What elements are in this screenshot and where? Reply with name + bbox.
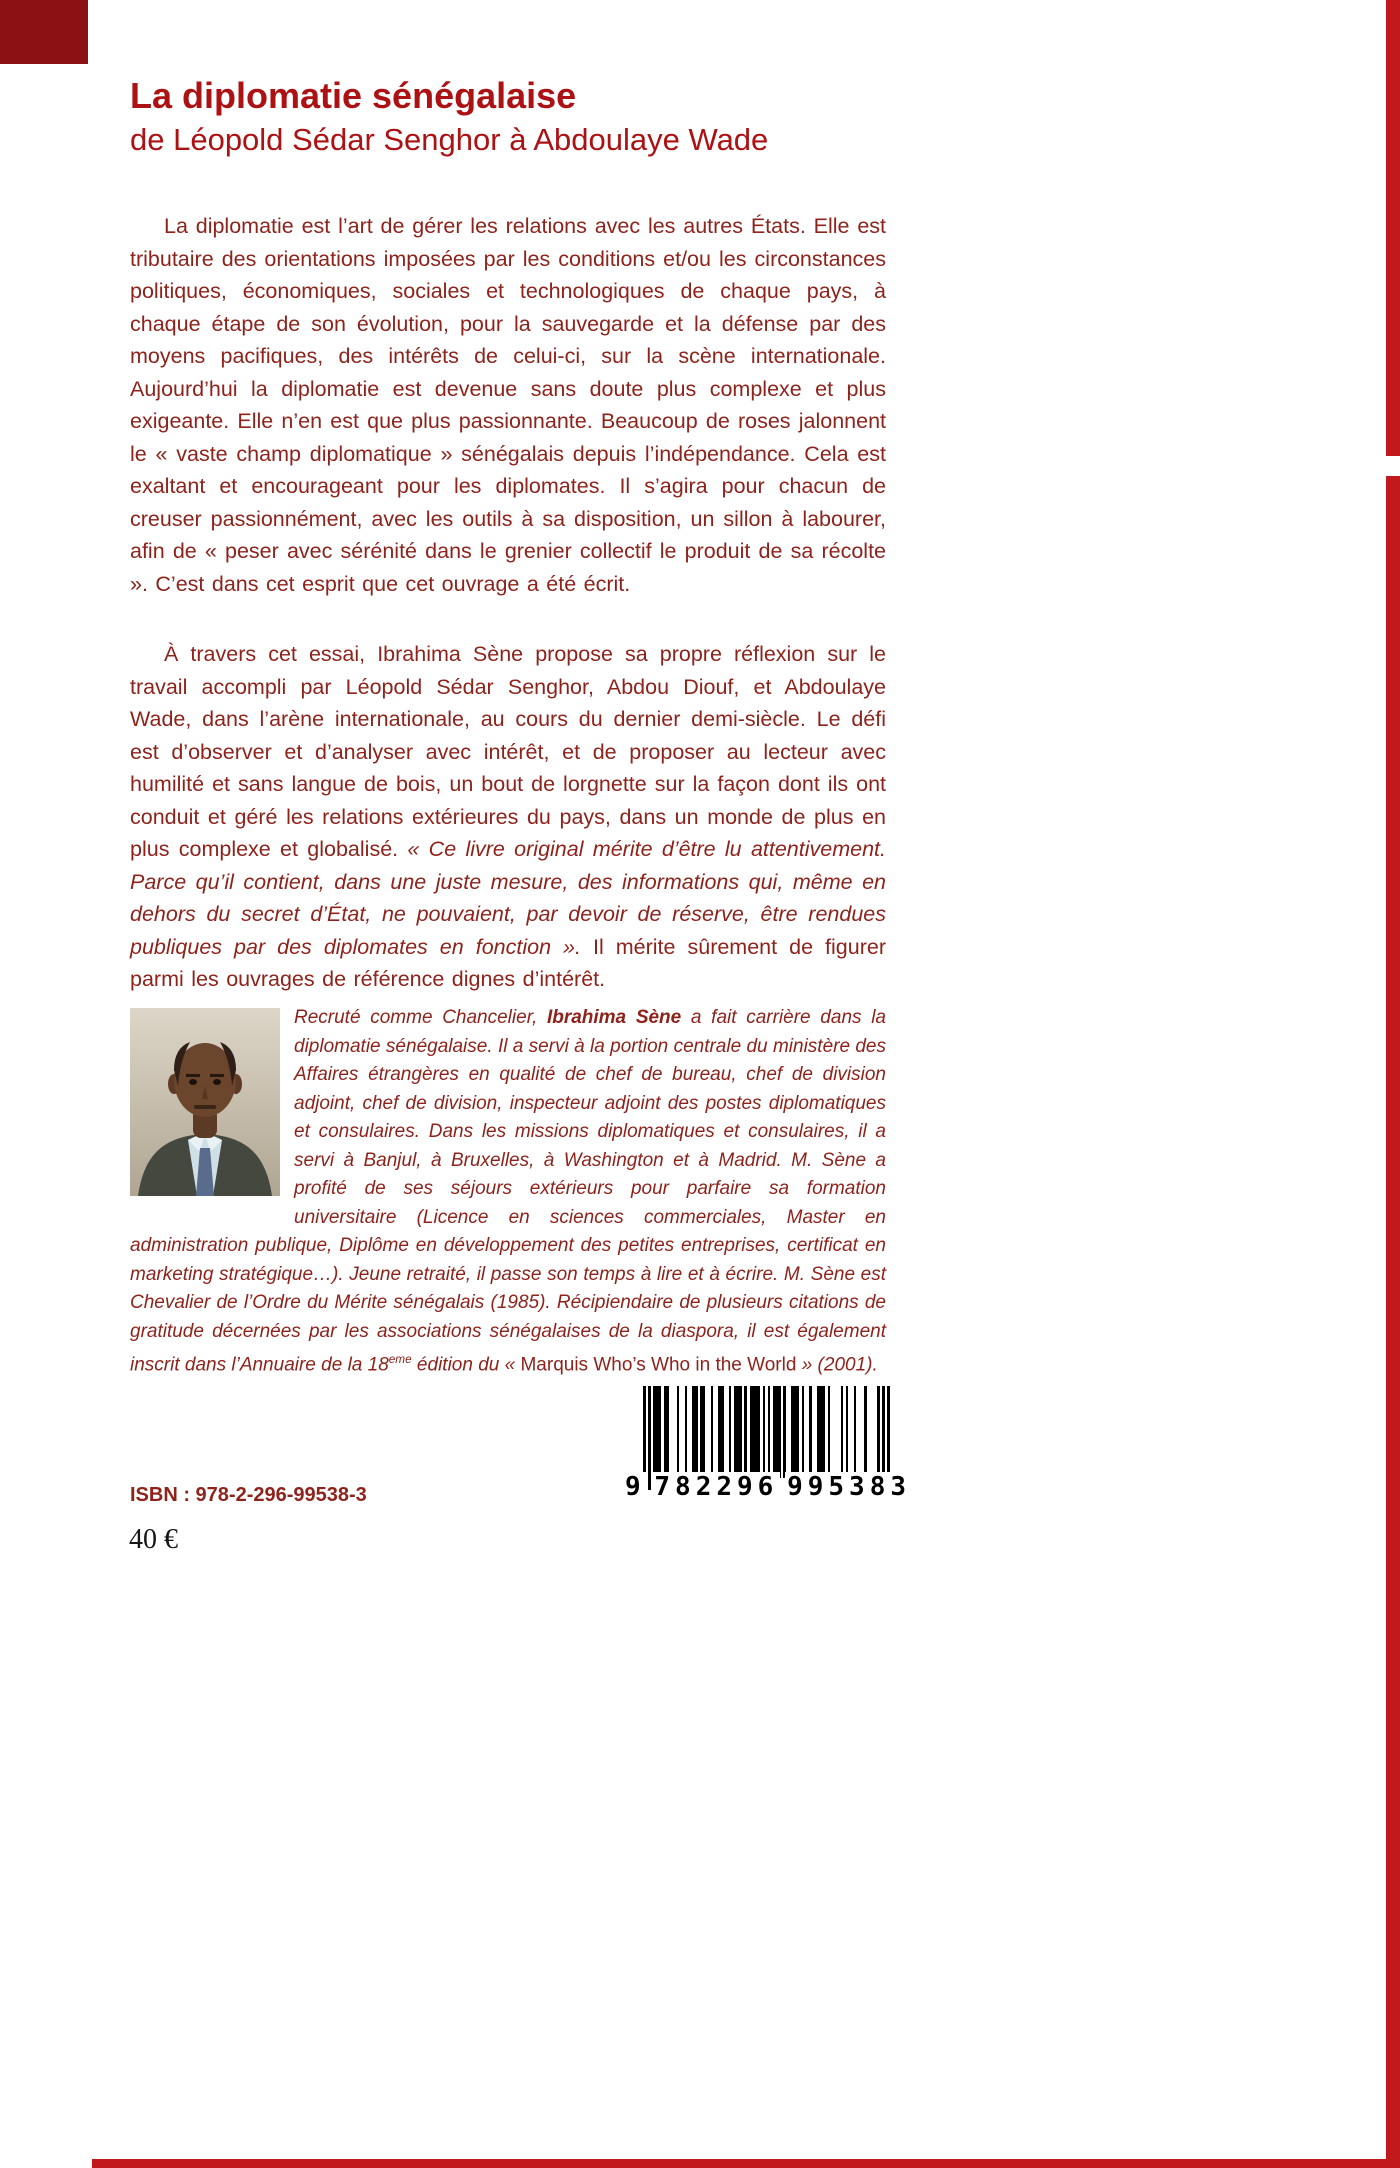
book-title: La diplomatie sénégalaise (130, 75, 577, 116)
corner-decoration (0, 0, 88, 64)
bio-marquis-title: Marquis Who’s Who in the World (520, 1354, 802, 1376)
isbn-text: ISBN : 978-2-296-99538-3 (130, 1484, 367, 1506)
barcode-digits-left: 782296 (654, 1472, 779, 1502)
synopsis-paragraph-1: La diplomatie est l’art de gérer les relations avec les autres États. Elle est tributaire des orientations imposées par les conditions et/ou les circonstances politiques, économiques, sociales et technologiques de chaque pays, à chaque étape de son évolution, pour la sauvegarde et la défense par des moyens pacifiques, des intérêts de celui-ci, sur la scène internationale. Aujourd’hui la diplomatie est devenue sans doute plus complexe et plus exigeante. Elle n’en est que plus passionnante. Beaucoup de roses jalonnent le « vaste champ diplomatique » sénégalais depuis l’indépendance. Cela est exaltant et encourageant pour les diplomates. Il s’agira pour chacun de creuser passionnément, avec les outils à sa disposition, un sillon à labourer, afin de « peser avec sérénité dans le grenier collectif le produit de sa récolte ». C’est dans cet esprit que cet ouvrage a été écrit. (130, 214, 886, 596)
author-bio (130, 1004, 886, 1380)
right-edge-stripe (1386, 0, 1400, 2168)
bottom-edge-stripe (92, 2159, 1400, 2168)
author-photo (130, 1008, 280, 1196)
synopsis-paragraph-2 (130, 638, 886, 996)
title-block (130, 74, 1030, 160)
portrait-illustration (130, 1008, 280, 1196)
bio-text-opening: Recruté comme Chancelier, (294, 1007, 547, 1028)
author-name: Ibrahima Sène (546, 1007, 682, 1028)
barcode-digits (623, 1472, 913, 1502)
bio-text-closing: » (2001). (801, 1354, 878, 1376)
bio-superscript: eme (388, 1353, 412, 1366)
bio-text-edition: édition du « (411, 1354, 521, 1376)
barcode-digits-right: 995383 (787, 1472, 911, 1502)
right-edge-stripe-notch (1386, 456, 1400, 476)
price-text: 40 € (129, 1524, 178, 1555)
paragraph2-quote: « Ce livre original mérite d’être lu attentivement. Parce qu’il contient, dans une juste mesure, des informations qui, même en dehors du secret d’État, ne pouvaient, par devoir de réserve, être rendues publiques par des diplomates en fonction ». (130, 837, 886, 959)
barcode-digit-leading: 9 (625, 1472, 646, 1502)
book-subtitle: de Léopold Sédar Senghor à Abdoulaye Wade (130, 122, 769, 157)
bio-text-body: a fait carrière dans la diplomatie sénégalaise. Il a servi à la portion centrale du ministère des Affaires étrangères en qualité de chef de bureau, chef de division adjoint, chef de division, inspecteur adjoint des postes diplomatiques et consulaires. Dans les missions diplomatiques et consulaires, il a servi à Banjul, à Bruxelles, à Washington et à Madrid. M. Sène a profité de ses séjours extérieurs pour parfaire sa formation universitaire (Licence en sciences commerciales, Master en administration publique, Diplôme en développement des petites entreprises, certificat en marketing stratégique…). Jeune retraité, il passe son temps à lire et à écrire. M. Sène est Chevalier de l’Ordre du Mérite sénégalais (1985). Récipiendaire de plusieurs citations de gratitude décernées par les associations sénégalaises de la diaspora, il est également inscrit dans l’Annuaire de la 18 (130, 1007, 886, 1376)
paragraph2-opening: À travers cet essai, Ibrahima Sène propose sa propre réflexion sur le travail accompli par Léopold Sédar Senghor, Abdou Diouf, et Abdoulaye Wade, dans l’arène internationale, au cours du dernier demi-siècle. Le défi est d’observer et d’analyser avec intérêt, et de proposer au lecteur avec humilité et sans langue de bois, un bout de lorgnette sur la façon dont ils ont conduit et géré les relations extérieures du pays, dans un monde de plus en plus complexe et globalisé. (130, 642, 886, 861)
paragraph2-closing: Il mérite sûrement de figurer parmi les ouvrages de référence dignes d’intérêt. (130, 934, 886, 991)
ean-barcode (625, 1386, 911, 1508)
